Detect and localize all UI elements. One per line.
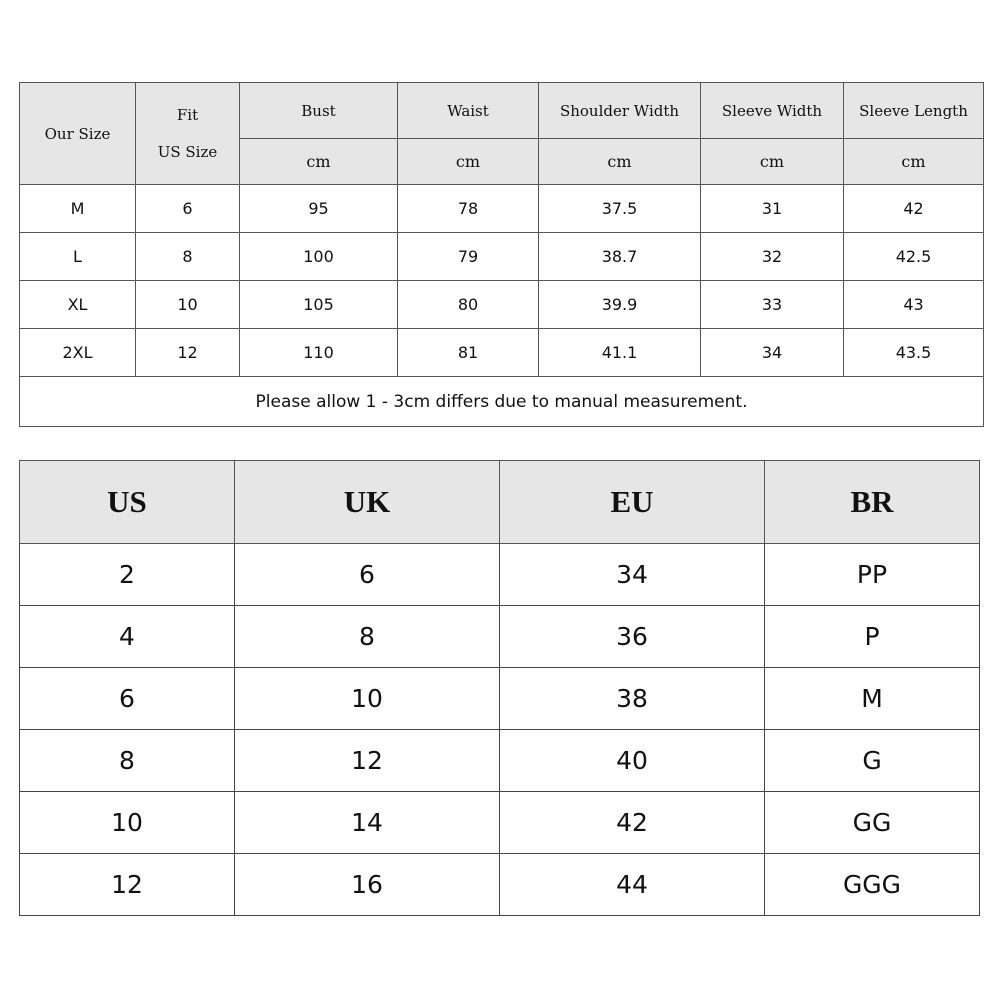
table-cell: 34 xyxy=(701,329,844,377)
unit-label: cm xyxy=(240,139,398,185)
table-cell: XL xyxy=(20,281,136,329)
column-header-bust: Bust xyxy=(240,83,398,139)
table-cell: 14 xyxy=(235,792,500,854)
table-row xyxy=(20,730,980,792)
table-cell: 2XL xyxy=(20,329,136,377)
table-cell: 6 xyxy=(20,668,235,730)
table-row xyxy=(20,544,980,606)
table-row xyxy=(20,792,980,854)
table-cell: 38.7 xyxy=(539,233,701,281)
table-cell: 95 xyxy=(240,185,398,233)
size-conversion-table xyxy=(19,460,980,916)
table-cell: 36 xyxy=(500,606,765,668)
table-cell: GG xyxy=(765,792,980,854)
table-cell: 33 xyxy=(701,281,844,329)
size-row-l xyxy=(20,233,984,281)
column-header-eu: EU xyxy=(500,461,765,544)
unit-label: cm xyxy=(539,139,701,185)
table-cell: M xyxy=(20,185,136,233)
table-cell: 43.5 xyxy=(844,329,984,377)
table-cell: 16 xyxy=(235,854,500,916)
table-cell: 38 xyxy=(500,668,765,730)
column-header-uk: UK xyxy=(235,461,500,544)
table-cell: M xyxy=(765,668,980,730)
table-cell: 10 xyxy=(136,281,240,329)
table-cell: 78 xyxy=(398,185,539,233)
table-cell: 8 xyxy=(20,730,235,792)
table-cell: 80 xyxy=(398,281,539,329)
our-size-header: Our Size xyxy=(20,83,136,185)
table-cell: 42.5 xyxy=(844,233,984,281)
table-cell: 2 xyxy=(20,544,235,606)
table-cell: 12 xyxy=(235,730,500,792)
table-cell: 6 xyxy=(235,544,500,606)
table-cell: PP xyxy=(765,544,980,606)
table-cell: 110 xyxy=(240,329,398,377)
table-cell: 43 xyxy=(844,281,984,329)
table-cell: 6 xyxy=(136,185,240,233)
size-row-xl xyxy=(20,281,984,329)
table-cell: 37.5 xyxy=(539,185,701,233)
table-cell: 12 xyxy=(20,854,235,916)
table-row xyxy=(20,668,980,730)
us-size-label: US Size xyxy=(157,142,218,161)
table-cell: 44 xyxy=(500,854,765,916)
size-chart-table xyxy=(19,82,984,427)
table-cell: 31 xyxy=(701,185,844,233)
fit-us-size-header xyxy=(136,83,240,185)
measurement-note: Please allow 1 - 3cm differs due to manual measurement. xyxy=(20,377,984,427)
table-cell: 8 xyxy=(136,233,240,281)
fit-label: Fit xyxy=(176,105,199,124)
unit-label: cm xyxy=(701,139,844,185)
table-cell: 39.9 xyxy=(539,281,701,329)
table-cell: 40 xyxy=(500,730,765,792)
column-header-sleeve-width: Sleeve Width xyxy=(701,83,844,139)
table-cell: 4 xyxy=(20,606,235,668)
size-row-2xl xyxy=(20,329,984,377)
table-cell: 79 xyxy=(398,233,539,281)
size-row-m xyxy=(20,185,984,233)
table-cell: 41.1 xyxy=(539,329,701,377)
table-cell: 8 xyxy=(235,606,500,668)
table-row xyxy=(20,606,980,668)
table-cell: 34 xyxy=(500,544,765,606)
column-header-shoulder-width: Shoulder Width xyxy=(539,83,701,139)
table-cell: 10 xyxy=(235,668,500,730)
column-header-us: US xyxy=(20,461,235,544)
table-cell: GGG xyxy=(765,854,980,916)
table-cell: 81 xyxy=(398,329,539,377)
table-cell: 32 xyxy=(701,233,844,281)
table-cell: P xyxy=(765,606,980,668)
unit-label: cm xyxy=(844,139,984,185)
table-cell: 100 xyxy=(240,233,398,281)
column-header-sleeve-length: Sleeve Length xyxy=(844,83,984,139)
table-cell: L xyxy=(20,233,136,281)
table-cell: 105 xyxy=(240,281,398,329)
unit-label: cm xyxy=(398,139,539,185)
table-cell: 42 xyxy=(500,792,765,854)
column-header-br: BR xyxy=(765,461,980,544)
table-cell: 12 xyxy=(136,329,240,377)
table-cell: 10 xyxy=(20,792,235,854)
table-cell: 42 xyxy=(844,185,984,233)
column-header-waist: Waist xyxy=(398,83,539,139)
table-row xyxy=(20,854,980,916)
table-cell: G xyxy=(765,730,980,792)
